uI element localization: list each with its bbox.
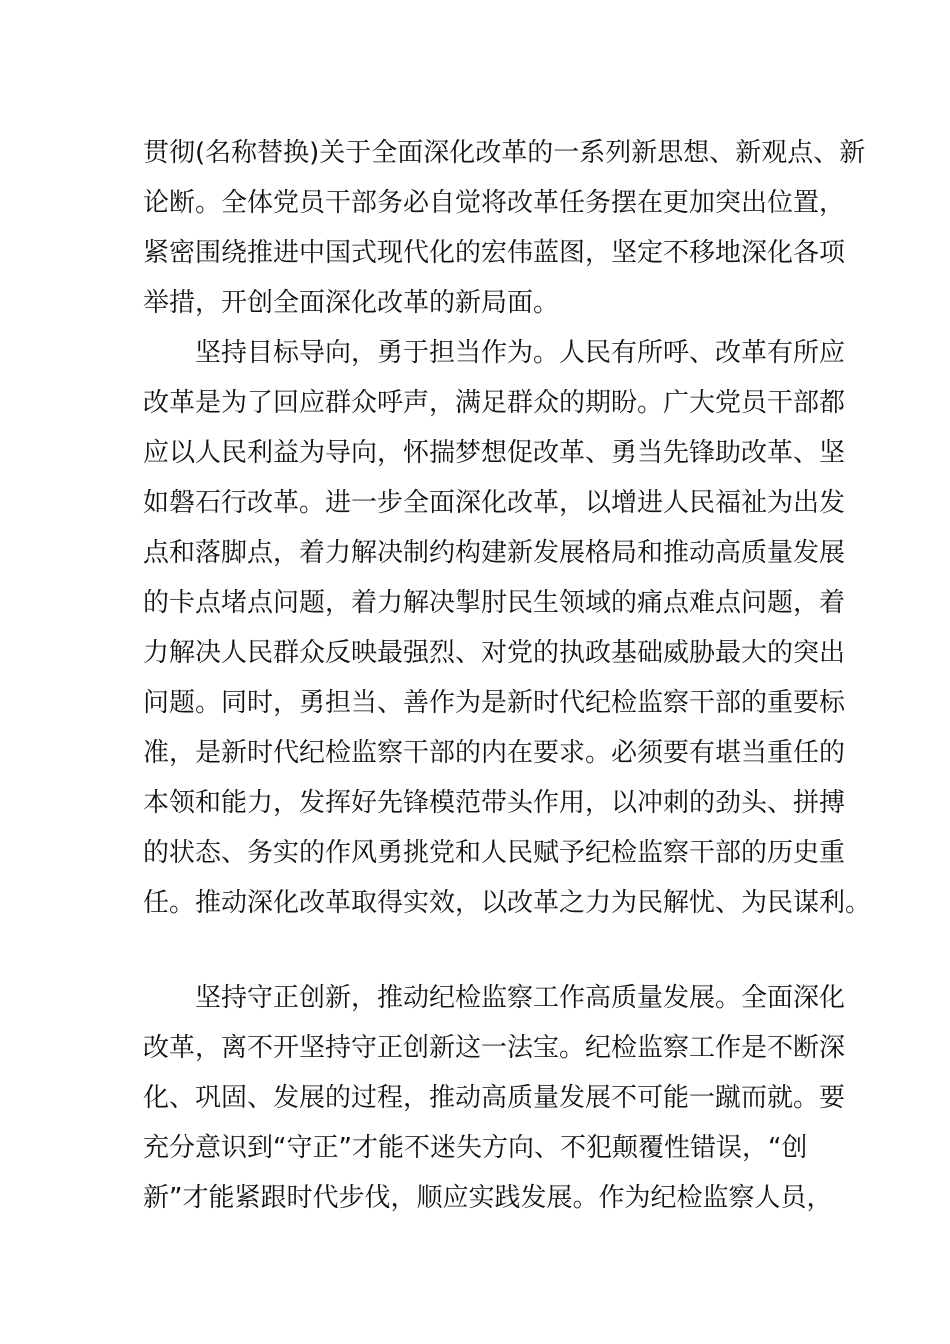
text-line: 新”才能紧跟时代步伐，顺应实践发展。作为纪检监察人员， [143,1183,833,1213]
paragraph-1 [143,128,866,328]
text-line: 化、巩固、发展的过程，推动高质量发展不可能一蹴而就。要 [143,1083,846,1113]
text-line: 本领和能力，发挥好先锋模范带头作用，以冲刺的劲头、拼搏 [143,788,846,818]
text-line: 的状态、务实的作风勇挑党和人民赋予纪检监察干部的历史重 [143,838,846,868]
text-line: 准，是新时代纪检监察干部的内在要求。必须要有堪当重任的 [143,738,846,768]
text-line: 改革是为了回应群众呼声，满足群众的期盼。广大党员干部都 [143,388,846,418]
text-line: 任。推动深化改革取得实效，以改革之力为民解忧、为民谋利。 [143,888,872,918]
text-line: 贯彻(名称替换)关于全面深化改革的一系列新思想、新观点、新 [143,138,866,168]
text-line: 紧密围绕推进中国式现代化的宏伟蓝图，坚定不移地深化各项 [143,238,846,268]
paragraph-3 [143,973,846,1223]
text-line: 举措，开创全面深化改革的新局面。 [143,288,560,318]
text-line: 问题。同时，勇担当、善作为是新时代纪检监察干部的重要标 [143,688,846,718]
paragraph-2 [143,328,872,928]
text-line: 坚持目标导向，勇于担当作为。人民有所呼、改革有所应 [195,338,846,368]
text-line: 应以人民利益为导向，怀揣梦想促改革、勇当先锋助改革、坚 [143,438,846,468]
text-line: 如磐石行改革。进一步全面深化改革，以增进人民福祉为出发 [143,488,846,518]
text-line: 论断。全体党员干部务必自觉将改革任务摆在更加突出位置， [143,188,846,218]
text-line: 点和落脚点，着力解决制约构建新发展格局和推动高质量发展 [143,538,846,568]
text-line: 力解决人民群众反映最强烈、对党的执政基础威胁最大的突出 [143,638,846,668]
text-line: 坚持守正创新，推动纪检监察工作高质量发展。全面深化 [195,983,846,1013]
text-line: 的卡点堵点问题，着力解决掣肘民生领域的痛点难点问题，着 [143,588,846,618]
text-line: 改革，离不开坚持守正创新这一法宝。纪检监察工作是不断深 [143,1033,846,1063]
text-line: 充分意识到“守正”才能不迷失方向、不犯颠覆性错误，“创 [143,1133,808,1163]
